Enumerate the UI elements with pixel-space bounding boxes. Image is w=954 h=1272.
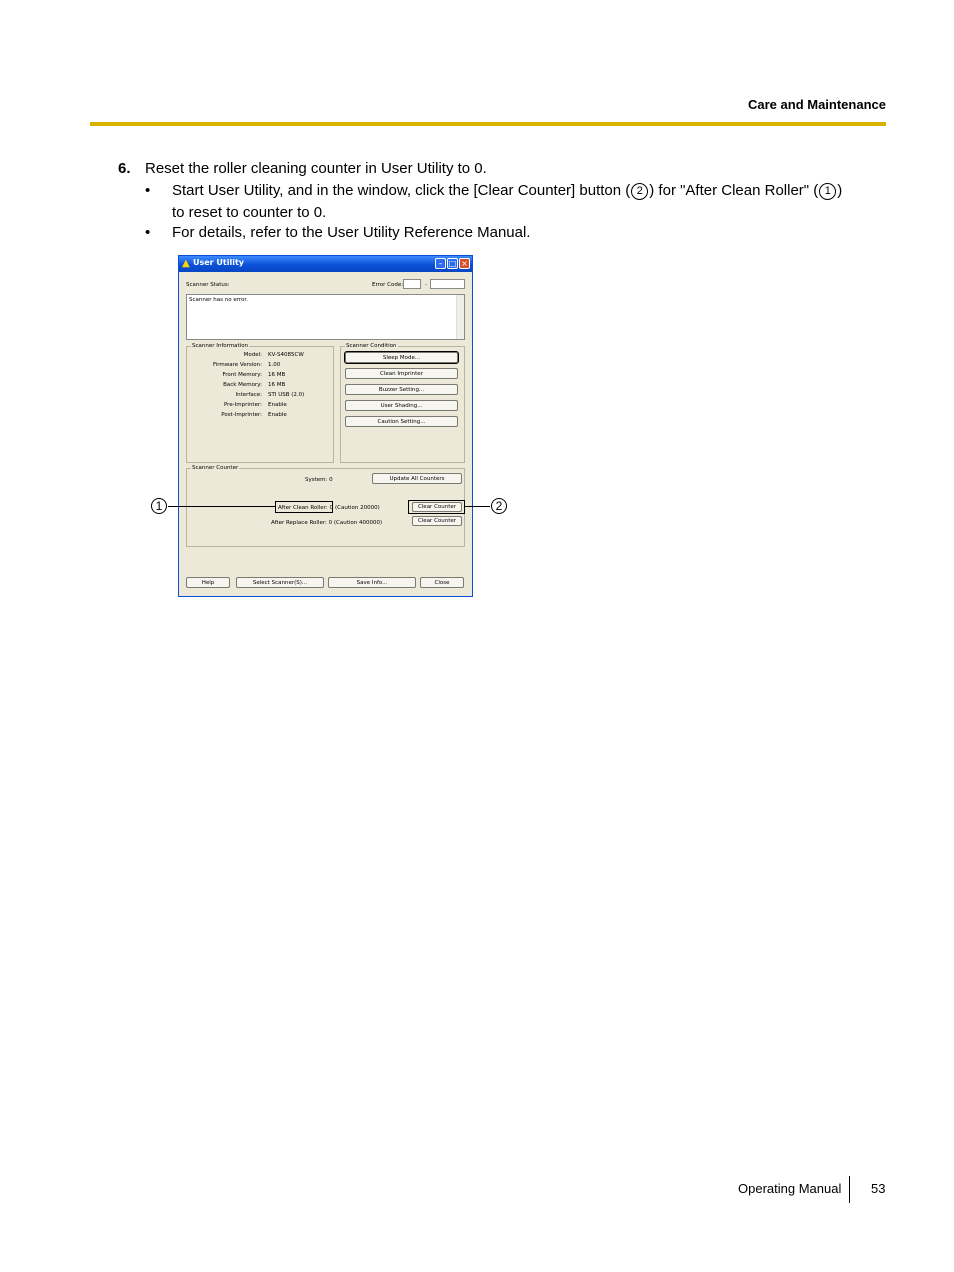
status-scrollbar[interactable] — [456, 295, 464, 339]
update-all-counters-button[interactable]: Update All Counters — [372, 473, 462, 484]
caution-setting-button[interactable]: Caution Setting... — [345, 416, 458, 427]
bullet-1-part-c: ) — [837, 182, 843, 199]
footer-manual-name: Operating Manual — [738, 1181, 842, 1196]
callout-2-line — [464, 506, 490, 507]
user-shading-button[interactable]: User Shading... — [345, 400, 458, 411]
buzzer-setting-button[interactable]: Buzzer Setting... — [345, 384, 458, 395]
bullet-mark: • — [145, 224, 151, 241]
ref-1-marker: 1 — [819, 183, 836, 200]
system-counter: System: 0 — [305, 477, 333, 483]
after-replace-roller-label: After Replace Roller: 0 (Caution 400000) — [271, 520, 383, 526]
sleep-mode-button[interactable]: Sleep Mode... — [345, 352, 458, 363]
info-value: KV-S4085CW — [268, 352, 304, 358]
select-scanner-button[interactable]: Select Scanner(S)... — [236, 577, 324, 588]
section-title: Care and Maintenance — [748, 97, 886, 112]
callout-1-line — [168, 506, 275, 507]
close-icon[interactable]: × — [459, 258, 470, 269]
info-key: Back Memory: — [223, 382, 262, 388]
info-value: STI USB (2.0) — [268, 392, 305, 398]
status-text: Scanner has no error. — [189, 297, 248, 303]
bullet-1-part-a: Start User Utility, and in the window, click the [Clear Counter] button ( — [172, 182, 631, 199]
scanner-status-label: Scanner Status: — [186, 282, 230, 288]
step-number: 6. — [118, 160, 131, 177]
after-clean-roller-caution: (Caution 20000) — [335, 505, 380, 511]
window-titlebar[interactable] — [179, 256, 472, 272]
error-code-dash: - — [425, 282, 427, 288]
error-code-label: Error Code: — [372, 282, 404, 288]
status-text-area[interactable] — [186, 294, 465, 340]
info-key: Pre-Imprinter: — [223, 402, 262, 408]
page-number: 53 — [871, 1181, 886, 1196]
info-key: Post-Imprinter: — [221, 412, 262, 418]
info-key: Front Memory: — [222, 372, 262, 378]
bullet-1-line-2: to reset to counter to 0. — [172, 204, 327, 221]
clean-imprinter-button[interactable]: Clean Imprinter — [345, 368, 458, 379]
after-clean-roller-label: After Clean Roller: 0 — [278, 505, 333, 511]
app-icon: ▲ — [182, 258, 190, 269]
info-value: 16 MB — [268, 372, 286, 378]
group-title: Scanner Counter — [192, 465, 239, 471]
ref-2-marker: 2 — [631, 183, 648, 200]
error-code-field-1 — [403, 279, 421, 289]
info-value: 16 MB — [268, 382, 286, 388]
info-key: Interface: — [235, 392, 262, 398]
header-rule — [90, 122, 886, 126]
info-key: Firmware Version: — [212, 362, 262, 368]
footer-divider — [849, 1176, 850, 1203]
info-key: Model: — [243, 352, 262, 358]
minimize-icon[interactable]: – — [435, 258, 446, 269]
help-button[interactable]: Help — [186, 577, 230, 588]
window-title: User Utility — [193, 258, 244, 267]
clear-counter-button[interactable]: Clear Counter — [412, 502, 462, 512]
error-code-field-2 — [430, 279, 465, 289]
clear-counter-button-2[interactable]: Clear Counter — [412, 516, 462, 526]
group-title: Scanner Condition — [346, 343, 397, 349]
bullet-1-part-b: ) for "After Clean Roller" ( — [649, 182, 819, 199]
info-value: Enable — [268, 412, 287, 418]
close-button[interactable]: Close — [420, 577, 464, 588]
callout-2-marker: 2 — [491, 498, 507, 514]
maximize-icon[interactable]: □ — [448, 259, 457, 268]
save-info-button[interactable]: Save Info... — [328, 577, 416, 588]
bullet-1-line-1 — [172, 180, 842, 202]
info-value: 1.00 — [268, 362, 281, 368]
info-value: Enable — [268, 402, 287, 408]
bullet-mark: • — [145, 182, 151, 199]
bullet-2-text: For details, refer to the User Utility Reference Manual. — [172, 224, 531, 241]
callout-1-marker: 1 — [151, 498, 167, 514]
group-title: Scanner Information — [192, 343, 249, 349]
user-utility-window — [178, 255, 473, 597]
step-text: Reset the roller cleaning counter in User Utility to 0. — [145, 160, 487, 177]
